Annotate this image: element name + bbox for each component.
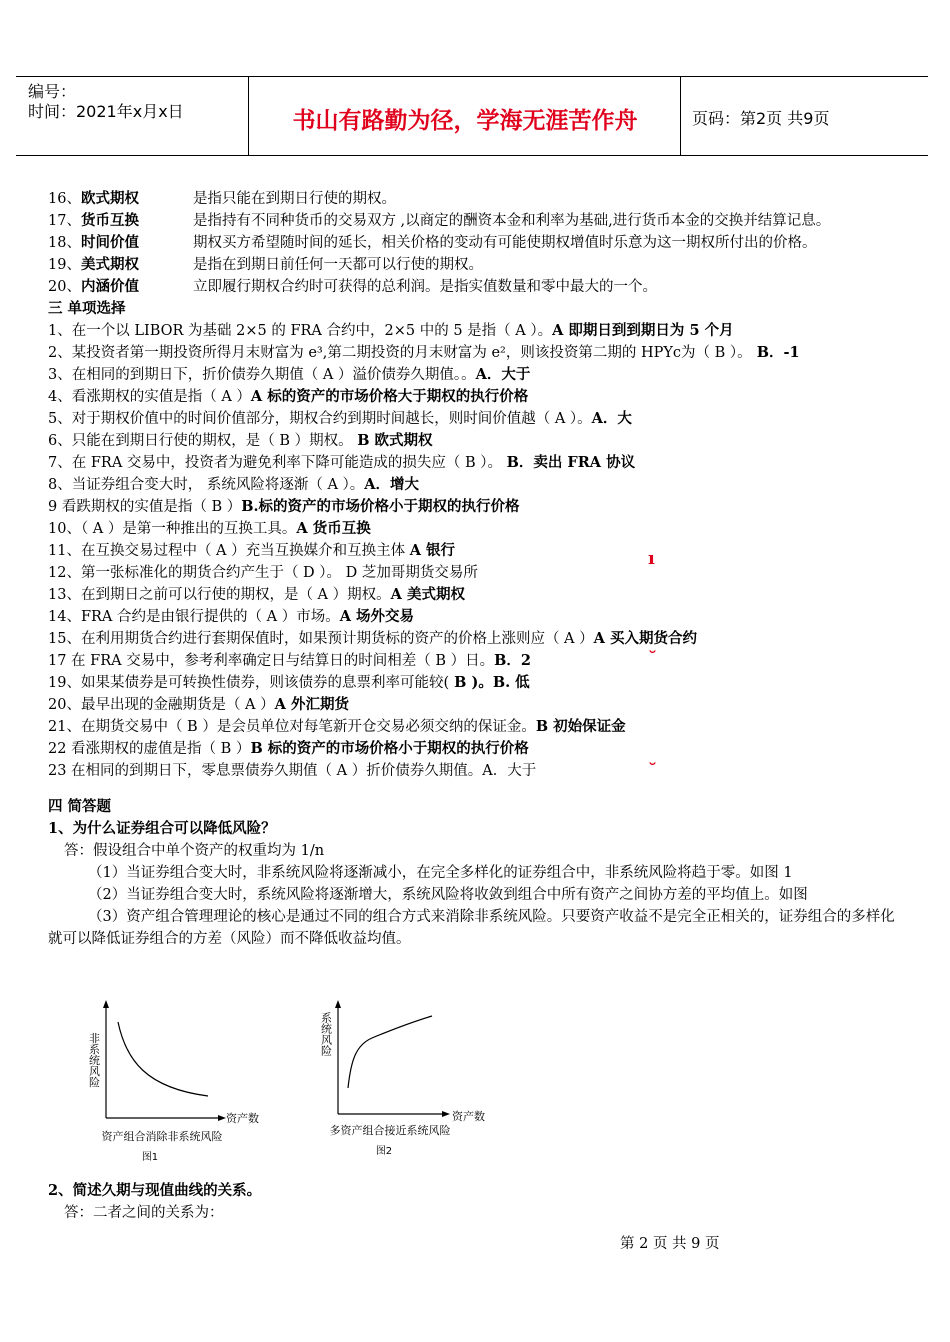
definition-text: 期权买方希望随时间的延长，相关价格的变动有可能使期权增值时乐意为这一期权所付出的价格。: [192, 235, 817, 251]
header-divider: [680, 76, 681, 156]
header-info: [28, 82, 184, 122]
answer: B )。B. 低: [449, 674, 530, 691]
x-axis-arrow: [442, 1111, 450, 1117]
document-body: [48, 188, 908, 950]
question-item: 11、在互换交易过程中（ A ）充当互换媒介和互换主体 A 银行: [48, 542, 456, 559]
definition-text: 是指持有不同种货币的交易双方 ,以商定的酬资本金和利率为基础,进行货币本金的交换并结算记息。: [192, 213, 831, 229]
answer: A．增大: [364, 476, 420, 493]
page-footer: 第 2 页 共 9 页: [620, 1236, 720, 1252]
figure-number: 图2: [375, 1146, 393, 1157]
answer: B 欧式期权: [357, 432, 433, 449]
question-item: 9 看跌期权的实值是指（ B ）B.标的资产的市场价格小于期权的执行价格: [48, 498, 520, 515]
answer: A 买入期货合约: [593, 630, 697, 647]
question-item: 4、看涨期权的实值是指（ A ）A 标的资产的市场价格大于期权的执行价格: [48, 388, 529, 405]
answer: A 即期日到到期日为 5 个月: [552, 322, 734, 339]
answer: B 初始保证金: [535, 718, 626, 735]
definition-text: 立即履行期权合约时可获得的总利润。是指实值数量和零中最大的一个。: [192, 279, 657, 295]
answer: A 银行: [409, 542, 456, 559]
question-item: 3、在相同的到期日下，折价债券久期值（ A ）溢价债券久期值。。A．大于: [48, 366, 531, 383]
figure-caption: 资产组合消除非系统风险: [101, 1130, 223, 1143]
definition-term: 欧式期权: [80, 190, 139, 207]
answer: B．卖出 FRA 协议: [506, 454, 636, 471]
curve-nonsystematic: [118, 1022, 208, 1096]
question-item: 15、在利用期货合约进行套期保值时，如果预计期货标的资产的价格上涨则应（ A ）A 买入期货合约: [48, 630, 697, 647]
page-label: 页码：第2页 共9页: [692, 109, 830, 128]
answer: A 美式期权: [390, 586, 465, 603]
answer: A 外汇期货: [274, 696, 349, 713]
header-motto: 书山有路勤为径，学海无涯苦作舟: [292, 108, 638, 134]
answer-paragraph: （3）资产组合管理理论的核心是通过不同的组合方式来消除非系统风险。只要资产收益不是完全正相关的，证券组合的多样化就可以降低证券组合的方差（风险）而不降低收益均值。: [48, 909, 895, 947]
x-axis-arrow: [218, 1115, 226, 1121]
header-divider: [248, 76, 249, 156]
curve-systematic: [348, 1016, 432, 1088]
red-mark: ˘: [648, 648, 657, 669]
y-axis-label: 系统风险: [319, 1012, 333, 1056]
answer-paragraph: （2）当证券组合变大时，系统风险将逐渐增大，系统风险将收敛到组合中所有资产之间协方差的平均值上。如图: [88, 887, 808, 903]
answer: B 标的资产的市场价格小于期权的执行价格: [250, 740, 529, 757]
y-axis-arrow: [335, 1000, 341, 1008]
red-mark: ˘: [648, 760, 657, 781]
definition-term: 内涵价值: [80, 278, 139, 295]
question-item: 23 在相同的到期日下，零息票债券久期值（ A ）折价债券久期值。A．大于: [48, 763, 537, 779]
figure-caption: 多资产组合接近系统风险: [329, 1124, 451, 1137]
answer: A．大: [591, 410, 632, 427]
question-item: 7、在 FRA 交易中，投资者为避免利率下降可能造成的损失应（ B ）。 B．卖出 FRA 协议: [48, 454, 636, 471]
answer: B.标的资产的市场价格小于期权的执行价格: [241, 498, 520, 515]
question-item: 1、在一个以 LIBOR 为基础 2×5 的 FRA 合约中，2×5 中的 5 是指（ A ）。A 即期日到到期日为 5 个月: [48, 322, 734, 339]
y-axis-arrow: [103, 1000, 109, 1008]
figure-1: [88, 1000, 260, 1163]
answer: B．-1: [751, 344, 800, 361]
header-bottom-border: [16, 155, 928, 156]
y-axis-label: 非系统风险: [87, 1032, 101, 1088]
number-label: 编号：: [28, 82, 77, 101]
question-item: 13、在到期日之前可以行使的期权，是（ A ）期权。A 美式期权: [48, 586, 465, 603]
answer: B．2: [494, 652, 531, 669]
answer: A 场外交易: [339, 608, 415, 625]
question-item: 19、如果某债券是可转换性债券，则该债券的息票利率可能较( B )。B. 低: [48, 674, 530, 691]
definition-item: 20、内涵价值 立即履行期权合约时可获得的总利润。是指实值数量和零中最大的一个。: [48, 276, 908, 298]
figure-number: 图1: [141, 1152, 159, 1163]
question-item: 22 看涨期权的虚值是指（ B ）B 标的资产的市场价格小于期权的执行价格: [48, 740, 529, 757]
header-table: [16, 76, 928, 156]
answer-paragraph: （1）当证券组合变大时，非系统风险将逐渐减小，在完全多样化的证券组合中，非系统风险将趋于零。如图 1: [88, 865, 793, 881]
x-axis-label: 资产数: [226, 1112, 259, 1125]
answer: A 货币互换: [296, 520, 371, 537]
question-item: 5、对于期权价值中的时间价值部分，期权合约到期时间越长，则时间价值越（ A ）。A．大: [48, 410, 632, 427]
question-2: [48, 1180, 908, 1224]
section-title: 四 简答题: [48, 798, 112, 815]
question-item: 17 在 FRA 交易中，参考利率确定日与结算日的时间相差（ B ）日。B．2: [48, 652, 531, 669]
header-top-border: [16, 76, 928, 77]
answer-intro: 答：二者之间的关系为：: [64, 1205, 224, 1221]
question-title: 1、为什么证券组合可以降低风险？: [48, 820, 276, 837]
question-item: 12、第一张标准化的期货合约产生于（ D ）。 D 芝加哥期货交易所: [48, 565, 478, 581]
answer: A．大于: [475, 366, 531, 383]
definition-item: 16、欧式期权 是指只能在到期日行使的期权。: [48, 188, 908, 210]
definition-term: 货币互换: [80, 212, 139, 229]
answer: A 标的资产的市场价格大于期权的执行价格: [250, 388, 529, 405]
section-title: 三 单项选择: [48, 300, 126, 317]
definition-term: 时间价值: [80, 234, 139, 251]
definition-item: 17、货币互换 是指持有不同种货币的交易双方 ,以商定的酬资本金和利率为基础,进行货币本金的交换并结算记息。: [48, 210, 908, 232]
definition-term: 美式期权: [80, 256, 139, 273]
question-item: 14、FRA 合约是由银行提供的（ A ）市场。A 场外交易: [48, 608, 415, 625]
question-item: 6、只能在到期日行使的期权，是（ B ）期权。 B 欧式期权: [48, 432, 433, 449]
answer-intro: 答：假设组合中单个资产的权重均为 1/n: [64, 843, 325, 859]
question-item: 2、某投资者第一期投资所得月末财富为 e³,第二期投资的月末财富为 e²，则该投资第二期的 HPYc为（ B ）。 B．-1: [48, 344, 800, 361]
risk-figures: [76, 1000, 516, 1170]
definition-text: 是指只能在到期日行使的期权。: [192, 191, 396, 207]
x-axis-label: 资产数: [452, 1110, 485, 1123]
definition-item: 19、美式期权 是指在到期日前任何一天都可以行使的期权。: [48, 254, 908, 276]
question-item: 8、当证券组合变大时， 系统风险将逐渐（ A ）。A．增大: [48, 476, 420, 493]
question-title: 2、简述久期与现值曲线的关系。: [48, 1182, 262, 1199]
definition-item: 18、时间价值 期权买方希望随时间的延长，相关价格的变动有可能使期权增值时乐意为这一期权所付出的价格。: [48, 232, 908, 254]
definition-text: 是指在到期日前任何一天都可以行使的期权。: [192, 257, 483, 273]
question-item: 10、（ A ）是第一种推出的互换工具。A 货币互换: [48, 520, 371, 537]
question-item: 20、最早出现的金融期货是（ A ）A 外汇期货: [48, 696, 349, 713]
red-mark: ı: [648, 548, 655, 569]
figure-2: [320, 1000, 486, 1157]
question-item: 21、在期货交易中（ B ）是会员单位对每笔新开仓交易必须交纳的保证金。B 初始保证金: [48, 718, 626, 735]
time-label: 时间：2021年x月x日: [28, 102, 184, 121]
